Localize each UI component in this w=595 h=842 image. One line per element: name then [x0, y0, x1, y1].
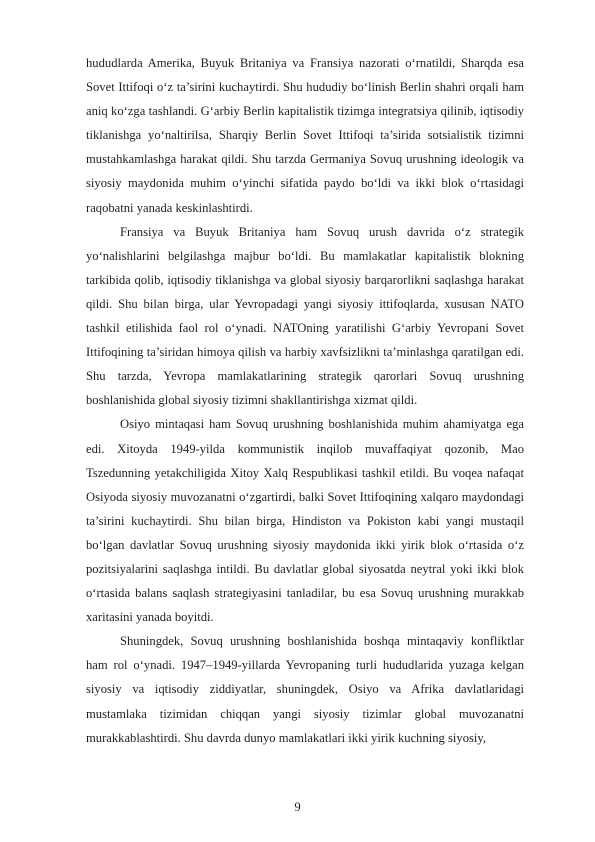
paragraph-4: Shuningdek, Sovuq urushning boshlanishida boshqa mintaqaviy konfliktlar ham rol o‘ynadi. 1947–1949-yillarda Yevropaning turli hududlarida yuzaga kelgan siyosiy va iqtisodiy ziddiyatlar, shuningdek, Osiyo va Afrika davlatlaridagi mustamlaka tizimidan chiqqan yangi siyosiy tizimlar global muvozanatni murakkablashtirdi. Shu davrda dunyo mamlakatlari ikki yirik kuchning siyosiy,: [86, 634, 524, 745]
paragraph-1: hududlarda Amerika, Buyuk Britaniya va Fransiya nazorati o‘rnatildi, Sharqda esa Sovet Ittifoqi o‘z ta’sirini kuchaytirdi. Shu hududiy bo‘linish Berlin shahri orqali ham aniq ko‘zga tashlandi. G‘arbiy Berlin kapitalistik tizimga integratsiya qilinib, iqtisodiy tiklanishga yo‘naltirilsa, Sharqiy Berlin Sovet Ittifoqi ta’sirida sotsialistik tizimni mustahkamlashga harakat qildi. Shu tarzda Germaniya Sovuq urushning ideologik va siyosiy maydonida muhim o‘yinchi sifatida paydo bo‘ldi va ikki blok o‘rtasidagi raqobatni yanada keskinlashtirdi.: [86, 56, 524, 215]
document-body: [86, 51, 524, 750]
paragraph-2: Fransiya va Buyuk Britaniya ham Sovuq urush davrida o‘z strategik yo‘nalishlarini belgilashga majbur bo‘ldi. Bu mamlakatlar kapitalistik blokning tarkibida qolib, iqtisodiy tiklanishga va global siyosiy barqarorlikni saqlashga harakat qildi. Shu bilan birga, ular Yevropadagi yangi siyosiy ittifoqlarda, xususan NATO tashkil etilishida faol rol o‘ynadi. NATOning yaratilishi G‘arbiy Yevropani Sovet Ittifoqining ta’siridan himoya qilish va harbiy xavfsizlikni ta’minlashga qaratilgan edi. Shu tarzda, Yevropa mamlakatlarining strategik qarorlari Sovuq urushning boshlanishida global siyosiy tizimni shakllantirishga xizmat qildi.: [86, 224, 524, 408]
paragraph-3: Osiyo mintaqasi ham Sovuq urushning boshlanishida muhim ahamiyatga ega edi. Xitoyda 1949-yilda kommunistik inqilob muvaffaqiyat qozonib, Mao Tszedunning yetakchiligida Xitoy Xalq Respublikasi tashkil etildi. Bu voqea nafaqat Osiyoda siyosiy muvozanatni o‘zgartirdi, balki Sovet Ittifoqining xalqaro maydondagi ta’sirini kuchaytirdi. Shu bilan birga, Hindiston va Pokiston kabi yangi mustaqil bo‘lgan davlatlar Sovuq urushning siyosiy maydonida ikki yirik blok o‘rtasida o‘z pozitsiyalarini saqlashga intildi. Bu davlatlar global siyosatda neytral yoki ikki blok o‘rtasida balans saqlash strategiyasini tanladilar, bu esa Sovuq urushning murakkab xaritasini yanada boyitdi.: [86, 417, 524, 625]
page-number: 9: [294, 800, 301, 814]
